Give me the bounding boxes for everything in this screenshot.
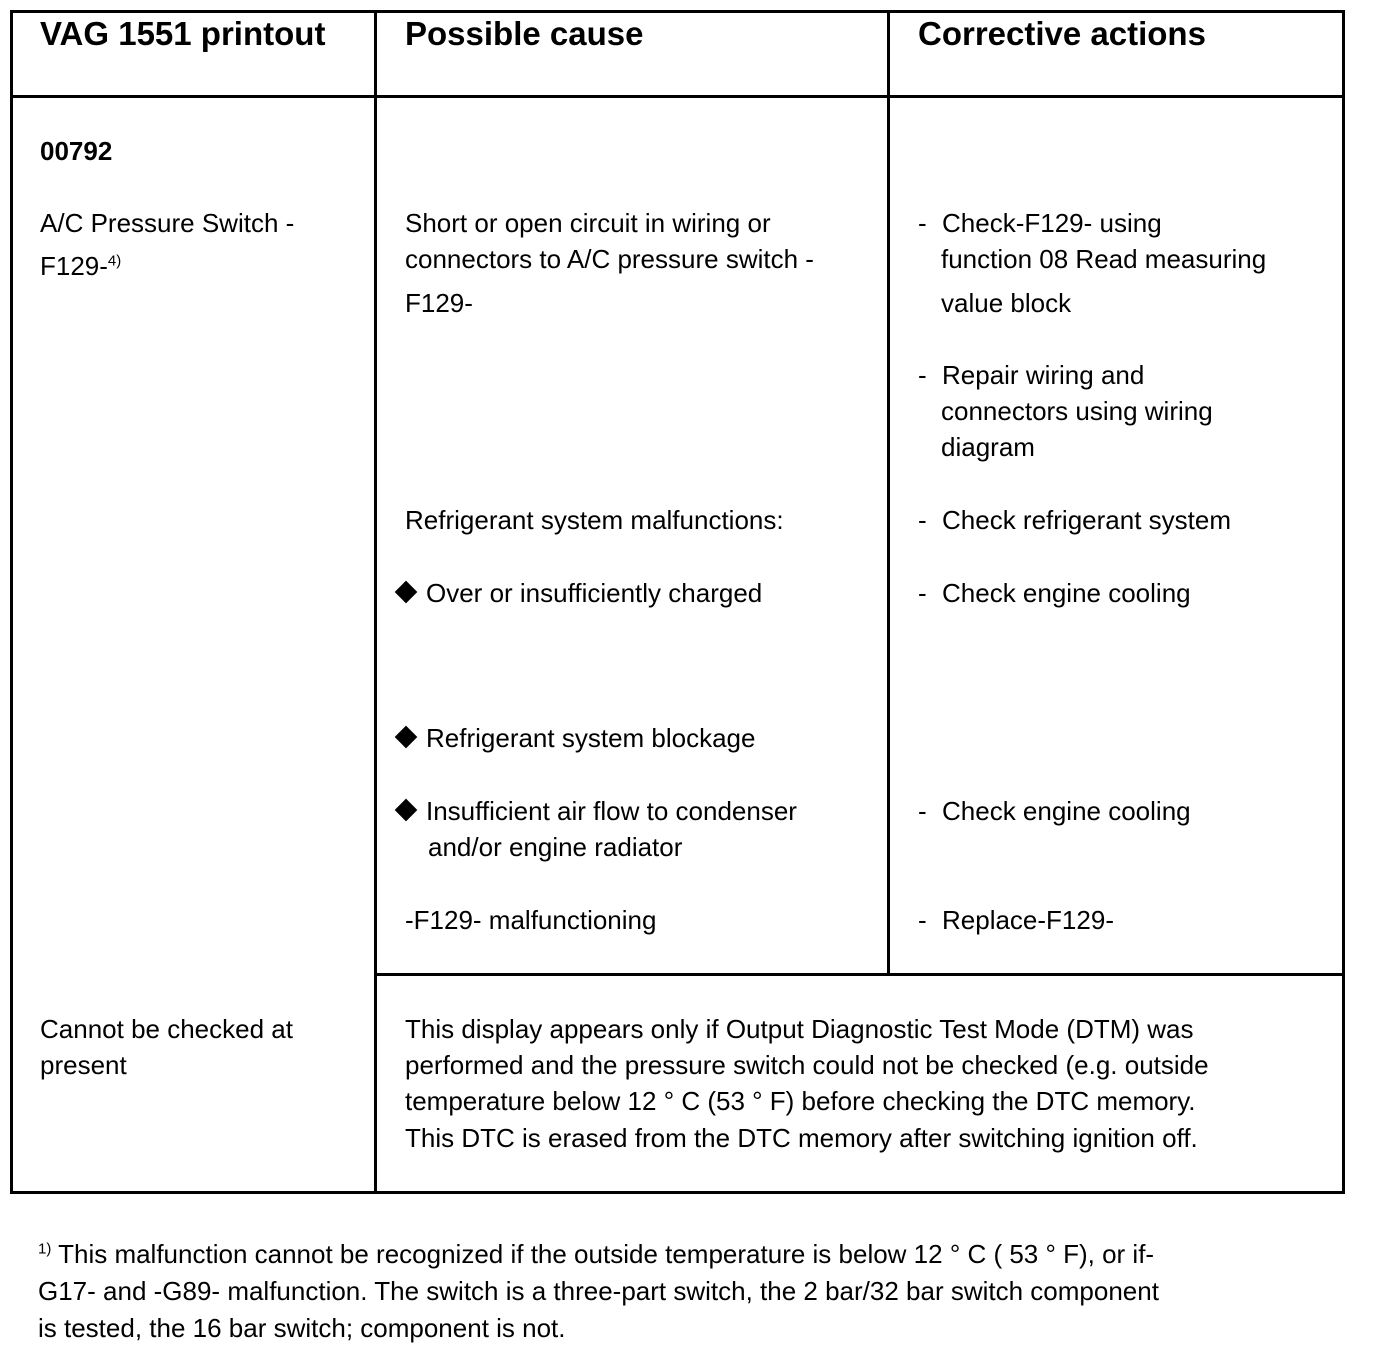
footnote <box>38 1236 1318 1347</box>
action-6: Replace-F129- <box>942 905 1114 935</box>
footnote-marker: 1) <box>38 1240 52 1258</box>
cause-5-line2: and/or engine radiator <box>428 832 683 862</box>
cause-3: Over or insufficiently charged <box>398 575 762 611</box>
dtc-name-line1: A/C Pressure Switch - <box>40 208 295 238</box>
header-divider <box>10 95 1345 98</box>
row2-text-line1: This display appears only if Output Diagnostic Test Mode (DTM) was <box>405 1014 1194 1044</box>
action-2-line2: connectors using wiring <box>941 396 1213 426</box>
footnote-line3: is tested, the 16 bar switch; component is not. <box>38 1313 566 1343</box>
diamond-bullet-icon <box>395 726 418 749</box>
col-divider-2 <box>887 10 890 976</box>
action-3-dash: - <box>918 505 927 535</box>
action-5: Check engine cooling <box>942 796 1191 826</box>
row2-label-line2: present <box>40 1050 127 1080</box>
action-1-line1: Check-F129- using <box>942 208 1162 238</box>
header-corrective-actions: Corrective actions <box>918 15 1206 52</box>
action-2-line3: diagram <box>941 432 1035 462</box>
action-5-dash: - <box>918 796 927 826</box>
row2-text-line3: temperature below 12 ° C (53 ° F) before checking the DTC memory. <box>405 1086 1196 1116</box>
cause-1-line1: Short or open circuit in wiring or <box>405 208 771 238</box>
action-2-dash: - <box>918 360 927 390</box>
action-6-dash: - <box>918 905 927 935</box>
row-divider <box>374 973 1345 976</box>
action-4: Check engine cooling <box>942 578 1191 608</box>
row2-label-line1: Cannot be checked at <box>40 1014 293 1044</box>
action-1-line2: function 08 Read measuring <box>941 244 1267 274</box>
action-2-line1: Repair wiring and <box>942 360 1145 390</box>
cause-2: Refrigerant system malfunctions: <box>405 505 784 535</box>
cause-1-line3: F129- <box>405 288 473 318</box>
action-1-line3: value block <box>941 288 1072 318</box>
dtc-name-line2: F129-$^{4)}$ <box>40 251 122 281</box>
action-3: Check refrigerant system <box>942 505 1231 535</box>
action-1-dash: - <box>918 208 927 238</box>
col-divider-1 <box>374 10 377 1194</box>
footnote-line2: G17- and -G89- malfunction. The switch is a three-part switch, the 2 bar/32 bar switch component <box>38 1276 1159 1306</box>
row2-text-line4: This DTC is erased from the DTC memory after switching ignition off. <box>405 1123 1198 1153</box>
diamond-bullet-icon <box>395 799 418 822</box>
cause-4: Refrigerant system blockage <box>398 720 755 756</box>
cause-6: -F129- malfunctioning <box>405 905 657 935</box>
dtc-code: 00792 <box>40 136 113 166</box>
header-printout: VAG 1551 printout <box>40 15 326 52</box>
row2-text-line2: performed and the pressure switch could not be checked (e.g. outside <box>405 1050 1209 1080</box>
cause-1-line2: connectors to A/C pressure switch - <box>405 244 814 274</box>
footnote-line1: This malfunction cannot be recognized if the outside temperature is below 12 ° C ( 53 ° F), or if- <box>51 1239 1155 1269</box>
diamond-bullet-icon <box>395 581 418 604</box>
footnote-ref: 4) <box>107 252 122 270</box>
cause-5-line1: Insufficient air flow to condenser <box>398 793 797 829</box>
header-possible-cause: Possible cause <box>405 15 644 52</box>
action-4-dash: - <box>918 578 927 608</box>
